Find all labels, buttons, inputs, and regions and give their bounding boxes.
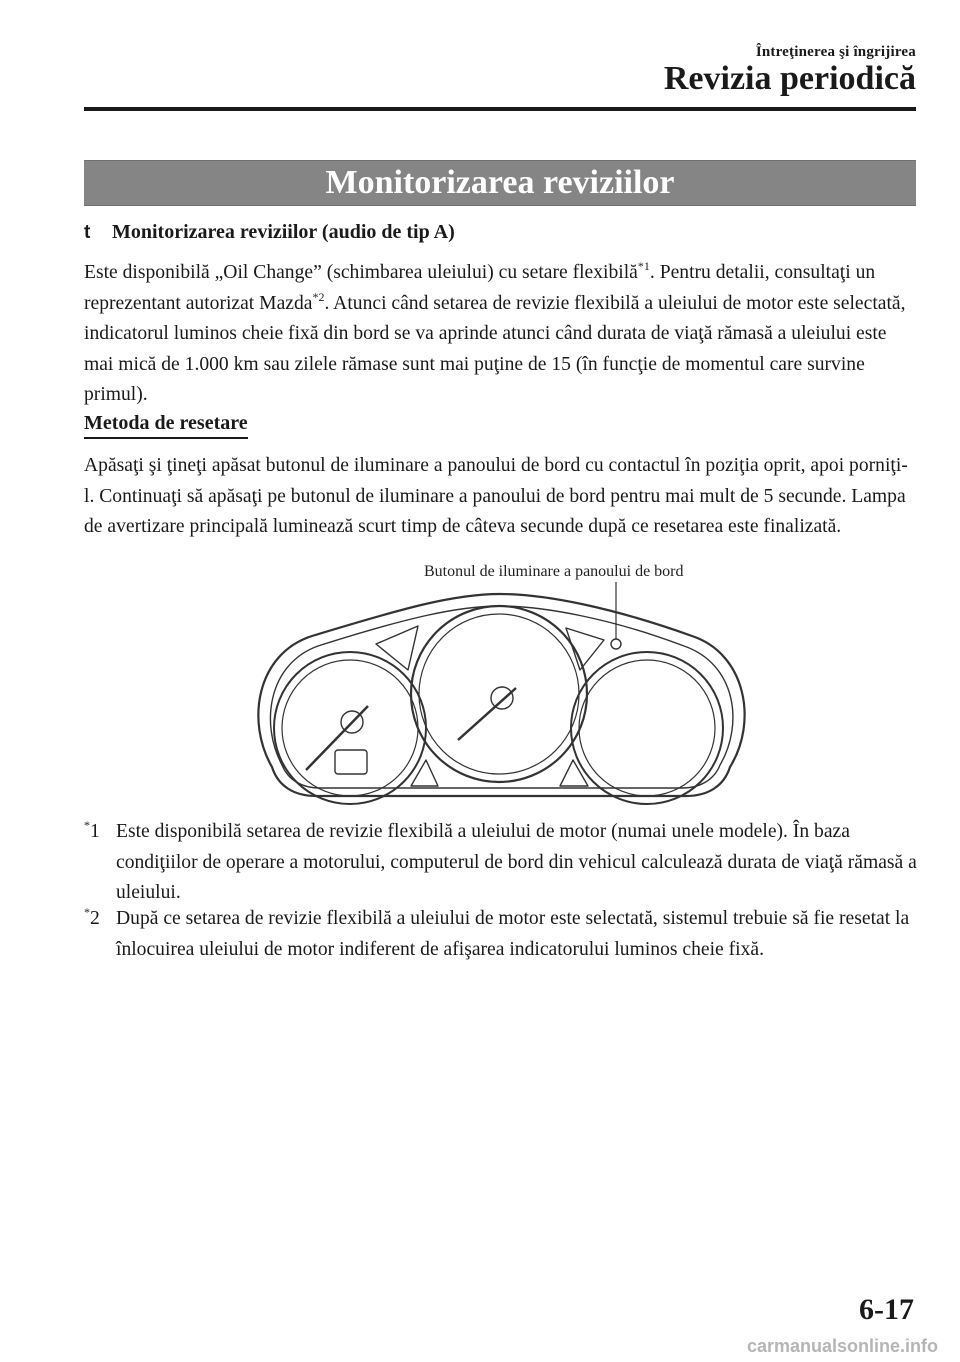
center-gauge-needle	[458, 688, 516, 740]
watermark: carmanualsonline.info	[746, 1336, 938, 1356]
footnote-2-mark: *	[84, 905, 90, 919]
page-number: 6-17	[859, 1293, 914, 1326]
illumination-button	[611, 639, 621, 649]
footnote-1-mark: *	[84, 818, 90, 832]
left-gauge	[274, 652, 426, 804]
section-banner-title: Monitorizarea reviziilor	[325, 164, 675, 201]
indicator-triangle-bottom-left	[411, 760, 438, 786]
left-gauge-needle	[306, 706, 368, 770]
footnote-ref-2: *2	[312, 289, 325, 304]
footnote-2-number: 2	[90, 908, 100, 929]
footnote-2-text: După ce setarea de revizie flexibilă a uleiului de motor este selectată, sistemul trebuie să fie resetat la înlocuirea uleiului de motor indiferent de afişarea indicatorului luminos cheie fixă.	[116, 908, 910, 960]
reset-heading: Metoda de resetare	[84, 412, 248, 439]
indicator-triangle-left	[376, 626, 418, 670]
running-header-chapter: Revizia periodică	[663, 60, 916, 97]
footnote-1-text: Este disponibilă setarea de revizie flexibilă a uleiului de motor (numai unele modele). În baza condiţiilor de operare a motorului, computerul de bord din vehicul calculează durata de viaţă rămasă a uleiului.	[116, 821, 917, 903]
header-rule	[84, 107, 916, 111]
figure-callout-label: Butonul de iluminare a panoului de bord	[424, 563, 684, 580]
cluster-bezel-inner	[270, 606, 732, 788]
footnote-1	[84, 817, 918, 909]
intro-text-3: . Atunci când setarea de revizie flexibilă a uleiului de motor este selectată, indicatorul luminos cheie fixă din bord se va aprinde atunci când durata de viaţă rămasă a uleiului este mai mică de 1.000 km sau zilele rămase sunt mai puţine de 15 (în funcţie de momentul care survine primul).	[84, 292, 906, 405]
footnote-ref-1: *1	[637, 259, 650, 273]
reset-paragraph: Apăsaţi şi ţineţi apăsat butonul de iluminare a panoului de bord cu contactul în poziţia oprit, apoi porniţi-l. Continuaţi să apăsaţi pe butonul de iluminare a panoului de bord pentru mai mult de 5 secunde. Lampa de avertizare principală luminează scurt timp de câteva secunde după ce resetarea este finalizată.	[84, 455, 908, 537]
intro-text-1: Este disponibilă „Oil Change” (schimbarea uleiului) cu setare flexibilă	[84, 262, 638, 283]
subheading-text: Monitorizarea reviziilor (audio de tip A)	[112, 221, 455, 243]
subheading	[84, 221, 455, 244]
instrument-cluster-illustration	[254, 582, 748, 806]
cluster-bezel	[258, 594, 744, 796]
center-gauge	[411, 606, 587, 782]
section-banner	[84, 160, 916, 206]
center-gauge-hub	[491, 687, 513, 709]
bullet-icon: t	[84, 221, 91, 243]
indicator-triangle-bottom-right	[560, 760, 588, 786]
intro-text-2: . Pentru detalii, consultaţi un reprezentant autorizat Mazda	[84, 262, 876, 314]
footnote-2	[84, 904, 918, 965]
right-gauge	[571, 652, 723, 804]
intro-paragraph	[84, 258, 918, 411]
indicator-triangle-right	[566, 628, 604, 670]
running-header-section: Întreţinerea şi îngrijirea	[755, 44, 916, 60]
left-gauge-display	[335, 750, 367, 774]
footnote-1-number: 1	[90, 821, 100, 842]
